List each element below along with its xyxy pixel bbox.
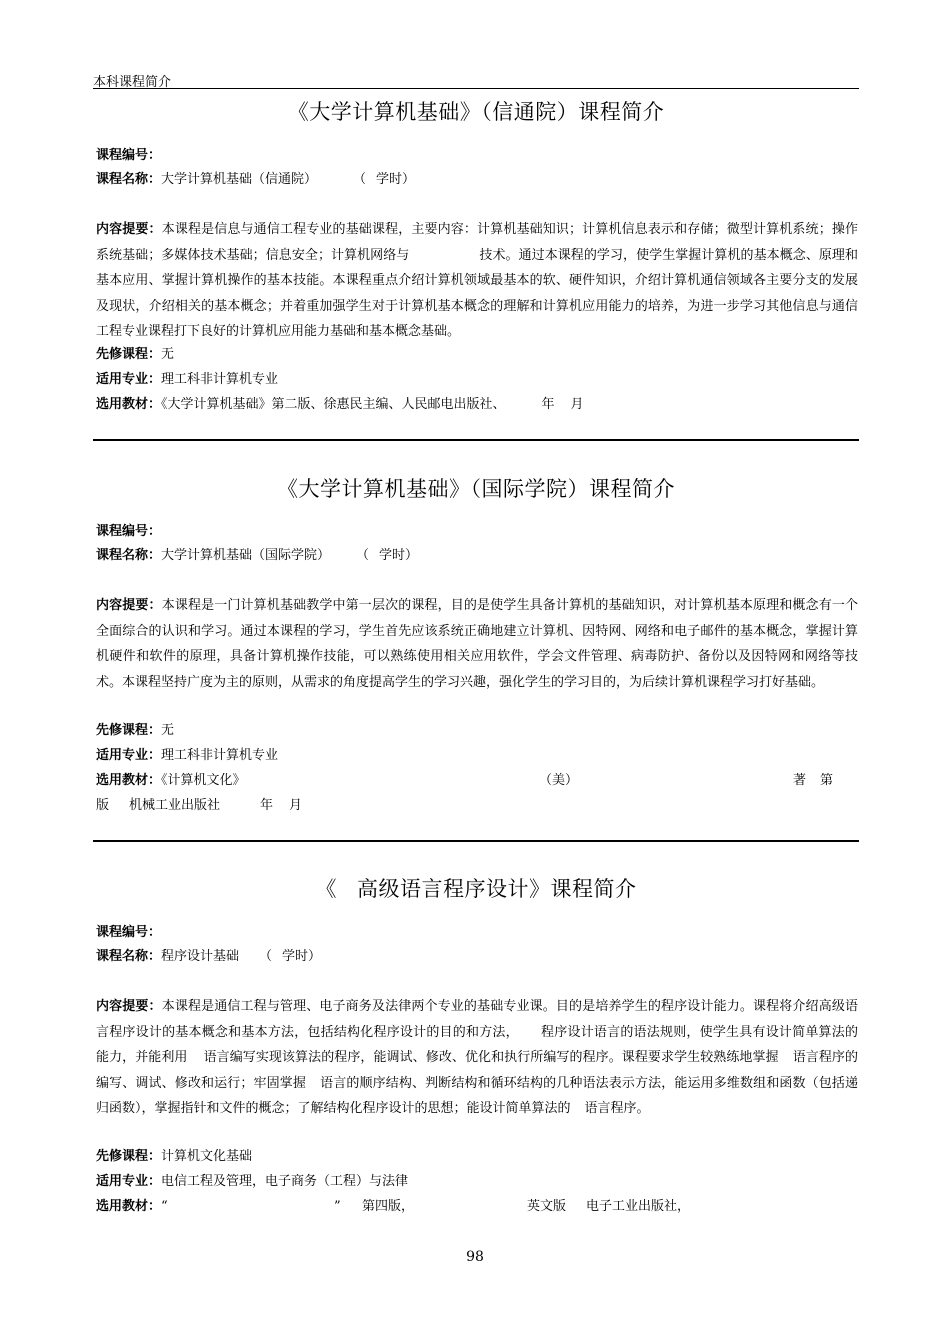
textbook-year: 年 — [541, 397, 555, 412]
textbook-3 — [96, 1194, 858, 1220]
major-label: 适用专业： — [96, 1174, 162, 1189]
summary-label: 内容提要： — [96, 999, 162, 1014]
hours-close: 学时） — [282, 949, 322, 964]
textbook-value: 《计算机文化》 — [161, 773, 246, 788]
textbook-year: 年 — [260, 798, 274, 813]
prereq-3 — [96, 1144, 858, 1170]
major-3 — [96, 1169, 858, 1195]
textbook-label: 选用教材： — [96, 773, 162, 788]
prereq-value: 无 — [161, 723, 175, 738]
major-value: 理工科非计算机专业 — [161, 748, 279, 763]
running-head: 本科课程简介 — [93, 75, 172, 90]
summary-text-cont: 技术。通过本课程的学习，使学生掌握计算机的基本概念、原理和基本应用、掌握计算机操作的基本技能。本课程重点介绍计算机领域最基本的软、硬件知识，介绍计算机通信领域各主要分支的发展及现状，介绍相关的基本概念；并着重加强学生对于计算机基本概念的理解和计算机应用能力的培养，为进一步学习其他信息与通信工程专业课程打下良好的计算机应用能力基础和基本概念基础。 — [96, 247, 858, 339]
title-text: 高级语言程序设计》课程简介 — [357, 877, 637, 901]
summary-3 — [96, 994, 858, 1122]
summary-text-1: 本课程是通信工程与管理、电子商务及法律两个专业的基础专业课。目的是培养学生的程序设计能力。课程将介绍高级语言程序设计的基本概念和基本方法，包括结构化程序设计的目的和方法， — [96, 999, 858, 1040]
textbook-open-quote: “ — [161, 1199, 168, 1214]
textbook-publisher: 机械工业出版社 — [129, 798, 221, 813]
course-code-2 — [96, 519, 858, 545]
course-name-2 — [96, 543, 858, 569]
textbook-lang: 英文版 — [527, 1199, 567, 1214]
textbook-2-line2 — [96, 793, 858, 819]
prereq-value: 无 — [161, 347, 175, 362]
major-value: 电信工程及管理，电子商务（工程）与法律 — [161, 1174, 409, 1189]
textbook-1 — [96, 392, 858, 418]
prereq-2 — [96, 718, 858, 744]
summary-1 — [96, 217, 858, 345]
textbook-author: （美） — [539, 773, 579, 788]
summary-2 — [96, 593, 858, 695]
major-value: 理工科非计算机专业 — [161, 372, 279, 387]
prereq-value: 计算机文化基础 — [161, 1149, 253, 1164]
hours-close: 学时） — [376, 172, 416, 187]
summary-text: 本课程是一门计算机基础教学中第一层次的课程，目的是使学生具备计算机的基础知识，对计算机基本原理和概念有一个全面综合的认识和学习。通过本课程的学习，学生首先应该系统正确地建立计算机、因特网、网络和电子邮件的基本概念，掌握计算机硬件和软件的原理，具备计算机操作技能，可以熟练使用相关应用软件，学会文件管理、病毒防护、备份以及因特网和网络等技术。本课程坚持广度为主的原则，从需求的角度提高学生的学习兴趣，强化学生的学习目的，为后续计算机课程学习打好基础。 — [96, 598, 858, 690]
hours-close: 学时） — [379, 548, 419, 563]
summary-text-4: 语言程序的编写、调试、修改和运行；牢固掌握 — [96, 1050, 858, 1091]
header-rule — [93, 88, 859, 89]
textbook-label: 选用教材： — [96, 1199, 162, 1214]
course-code-3 — [96, 920, 858, 946]
title-open-quote: 《 — [315, 877, 337, 901]
name-value: 程序设计基础 — [161, 949, 240, 964]
textbook-month: 月 — [289, 798, 303, 813]
name-label: 课程名称： — [96, 172, 162, 187]
course-code-1 — [96, 143, 858, 169]
course-title-2: 《大学计算机基础》（国际学院）课程简介 — [277, 477, 675, 501]
summary-label: 内容提要： — [96, 598, 162, 613]
name-value: 大学计算机基础（国际学院） — [161, 548, 331, 563]
textbook-close-quote: ” — [334, 1199, 341, 1214]
hours-open: （ — [259, 949, 273, 964]
name-value: 大学计算机基础（信通院） — [161, 172, 318, 187]
textbook-edition: 第四版， — [362, 1199, 415, 1214]
textbook-2 — [96, 768, 858, 794]
prereq-label: 先修课程： — [96, 347, 162, 362]
course-name-1 — [96, 167, 858, 193]
major-1 — [96, 367, 858, 393]
section-divider-1 — [93, 439, 859, 441]
section-divider-2 — [93, 840, 859, 842]
summary-text: 本课程是信息与通信工程专业的基础课程，主要内容：计算机基础知识；计算机信息表示和存储；微型计算机系统；操作系统基础；多媒体技术基础；信息安全；计算机网络与 — [96, 222, 858, 263]
code-label: 课程编号： — [96, 148, 162, 163]
summary-label: 内容提要： — [96, 222, 162, 237]
hours-open: （ — [356, 548, 370, 563]
course-title-1: 《大学计算机基础》（信通院）课程简介 — [287, 100, 665, 124]
name-label: 课程名称： — [96, 548, 162, 563]
major-label: 适用专业： — [96, 372, 162, 387]
summary-text-2: 程序设计语言的语法规则，使学生具有设计简单算法的能力，并能利用 — [96, 1024, 858, 1065]
page-number: 98 — [466, 1249, 484, 1265]
major-2 — [96, 743, 858, 769]
major-label: 适用专业： — [96, 748, 162, 763]
textbook-month: 月 — [570, 397, 584, 412]
code-label: 课程编号： — [96, 925, 162, 940]
summary-text-5: 语言的顺序结构、判断结构和循环结构的几种语法表示方法，能运用多维数组和函数（包括递归函数），掌握指针和文件的概念；了解结构化程序设计的思想；能设计简单算法的 — [96, 1075, 858, 1116]
textbook-zhu: 著 — [793, 773, 807, 788]
textbook-label: 选用教材： — [96, 397, 162, 412]
course-title-3 — [93, 873, 859, 903]
summary-text-6: 语言程序。 — [584, 1101, 650, 1116]
code-label: 课程编号： — [96, 524, 162, 539]
textbook-ban: 版 — [96, 798, 110, 813]
name-label: 课程名称： — [96, 949, 162, 964]
summary-text-3: 语言编写实现该算法的程序，能调试、修改、优化和执行所编写的程序。课程要求学生较熟练地掌握 — [203, 1050, 779, 1065]
prereq-label: 先修课程： — [96, 1149, 162, 1164]
hours-open: （ — [353, 172, 367, 187]
textbook-di: 第 — [820, 773, 834, 788]
prereq-1 — [96, 342, 858, 368]
course-name-3 — [96, 944, 858, 970]
textbook-publisher: 电子工业出版社， — [586, 1199, 691, 1214]
prereq-label: 先修课程： — [96, 723, 162, 738]
textbook-value: 《大学计算机基础》第二版、徐惠民主编、人民邮电出版社、 — [161, 397, 506, 412]
